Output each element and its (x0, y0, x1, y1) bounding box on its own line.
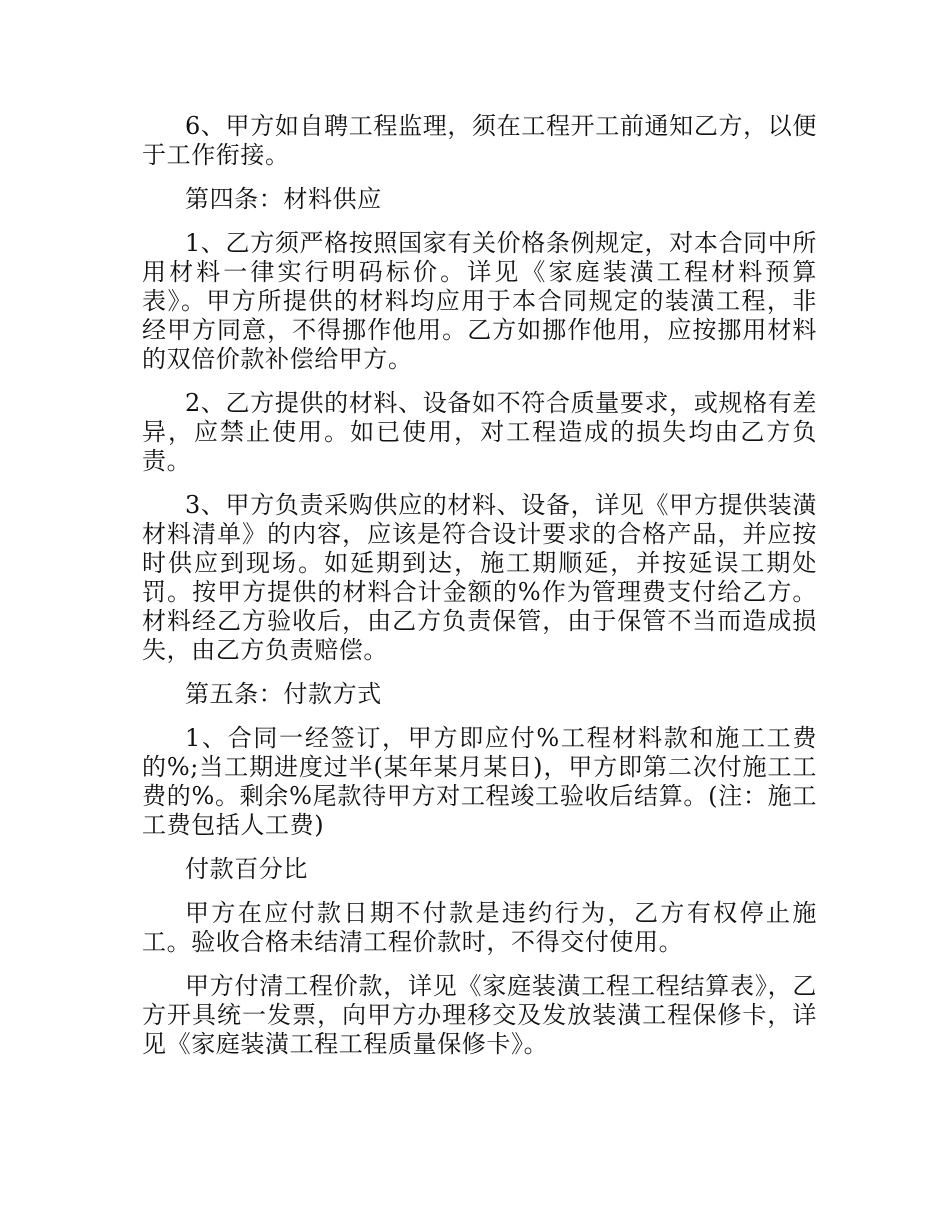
paragraph-article-5-item-1: 1、合同一经签订，甲方即应付%工程材料款和施工工费的%;当工期进度过半(某年某月某日)，甲方即第二次付施工工费的%。剩余%尾款待甲方对工程竣工验收后结算。(注：施工工费包括人工费) (142, 724, 817, 839)
paragraph-article-4-item-2: 2、乙方提供的材料、设备如不符合质量要求，或规格有差异，应禁止使用。如已使用，对工程造成的损失均由乙方负责。 (142, 389, 817, 475)
paragraph-clause-6: 6、甲方如自聘工程监理，须在工程开工前通知乙方，以便于工作衔接。 (142, 112, 817, 169)
paragraph-article-4-item-1: 1、乙方须严格按照国家有关价格条例规定，对本合同中所用材料一律实行明码标价。详见《家庭装潢工程材料预算表》。甲方所提供的材料均应用于本合同规定的装潢工程，非经甲方同意，不得挪作他用。乙方如挪作他用，应按挪用材料的双倍价款补偿给甲方。 (142, 229, 817, 373)
document-page (142, 112, 817, 1074)
paragraph-settlement: 甲方付清工程价款，详见《家庭装潢工程工程结算表》，乙方开具统一发票，向甲方办理移交及发放装潢工程保修卡，详见《家庭装潢工程工程质量保修卡》。 (142, 972, 817, 1058)
paragraph-article-4-item-3: 3、甲方负责采购供应的材料、设备，详见《甲方提供装潢材料清单》的内容，应该是符合设计要求的合格产品，并应按时供应到现场。如延期到达，施工期顺延，并按延误工期处罚。按甲方提供的材料合计金额的%作为管理费支付给乙方。材料经乙方验收后，由乙方负责保管，由于保管不当而造成损失，由乙方负责赔偿。 (142, 491, 817, 664)
heading-article-5: 第五条：付款方式 (185, 680, 382, 708)
paragraph-late-payment: 甲方在应付款日期不付款是违约行为，乙方有权停止施工。验收合格未结清工程价款时，不得交付使用。 (142, 899, 817, 956)
heading-article-4: 第四条：材料供应 (185, 185, 382, 213)
heading-payment-percentage: 付款百分比 (185, 855, 308, 883)
